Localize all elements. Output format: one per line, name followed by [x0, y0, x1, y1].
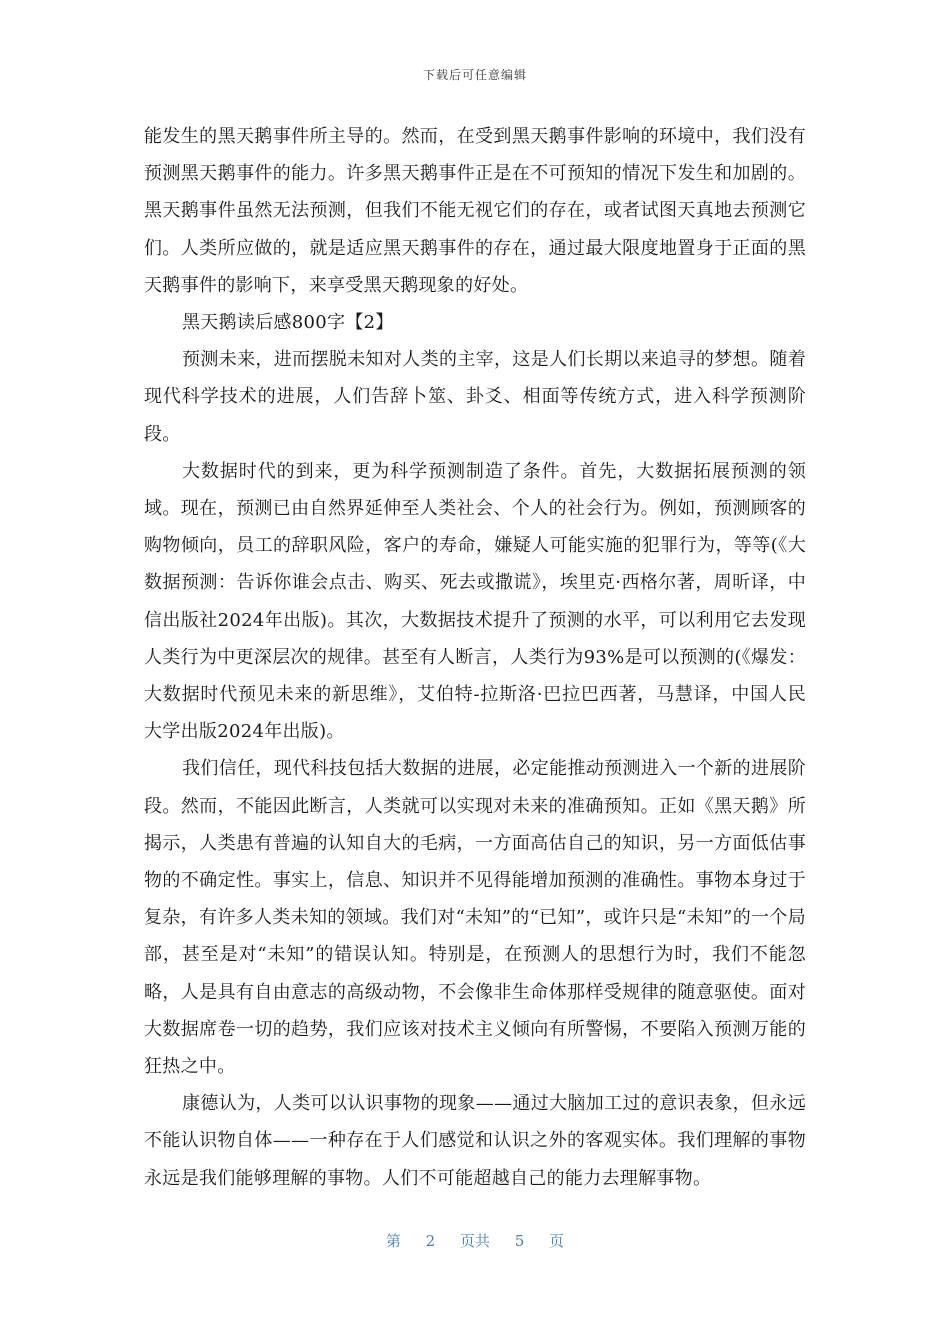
footer-suffix: 页	[549, 1232, 565, 1250]
paragraph: 大数据时代的到来，更为科学预测制造了条件。首先，大数据拓展预测的领域。现在，预测已由自然界延伸至人类社会、个人的社会行为。例如，预测顾客的购物倾向，员工的辞职风险，客户的寿命，嫌疑人可能实施的犯罪行为，等等(《大数据预测：告诉你谁会点击、购买、死去或撒谎》，埃里克·西格尔著，周昕译，中信出版社2024年出版)。其次，大数据技术提升了预测的水平，可以利用它去发现人类行为中更深层次的规律。甚至有人断言，人类行为93%是可以预测的(《爆发：大数据时代预见未来的新思维》，艾伯特-拉斯洛·巴拉巴西著，马慧译，中国人民大学出版2024年出版)。	[144, 460, 806, 743]
page-footer	[0, 1230, 950, 1251]
footer-total-pages: 5	[514, 1232, 525, 1250]
footer-middle: 页共	[459, 1232, 490, 1250]
footer-current-page: 2	[425, 1232, 436, 1250]
document-body	[144, 118, 806, 1197]
section-heading: 黑天鹅读后感800字【2】	[182, 312, 394, 334]
paragraph-continuation: 能发生的黑天鹅事件所主导的。然而，在受到黑天鹅事件影响的环境中，我们没有预测黑天鹅事件的能力。许多黑天鹅事件正是在不可预知的情况下发生和加剧的。黑天鹅事件虽然无法预测，但我们不能无视它们的存在，或者试图天真地去预测它们。人类所应做的，就是适应黑天鹅事件的存在，通过最大限度地置身于正面的黑天鹅事件的影响下，来享受黑天鹅现象的好处。	[144, 126, 806, 296]
paragraph: 我们信任，现代科技包括大数据的进展，必定能推动预测进入一个新的进展阶段。然而，不能因此断言，人类就可以实现对未来的准确预知。正如《黑天鹅》所揭示，人类患有普遍的认知自大的毛病，一方面高估自己的知识，另一方面低估事物的不确定性。事实上，信息、知识并不见得能增加预测的准确性。事物本身过于复杂，有许多人类未知的领域。我们对“未知”的“已知”，或许只是“未知”的一个局部，甚至是对“未知”的错误认知。特别是，在预测人的思想行为时，我们不能忽略，人是具有自由意志的高级动物，不会像非生命体那样受规律的随意驱使。面对大数据席卷一切的趋势，我们应该对技术主义倾向有所警惕，不要陷入预测万能的狂热之中。	[144, 758, 806, 1078]
footer-prefix: 第	[385, 1232, 401, 1250]
paragraph: 康德认为，人类可以认识事物的现象——通过大脑加工过的意识表象，但永远不能认识物自体——一种存在于人们感觉和认识之外的客观实体。我们理解的事物永远是我们能够理解的事物。人们不可能超越自己的能力去理解事物。	[144, 1093, 806, 1189]
page-header: 下载后可任意编辑	[422, 68, 527, 82]
paragraph: 预测未来，进而摆脱未知对人类的主宰，这是人们长期以来追寻的梦想。随着现代科学技术的进展，人们告辞卜筮、卦爻、相面等传统方式，进入科学预测阶段。	[144, 349, 806, 445]
